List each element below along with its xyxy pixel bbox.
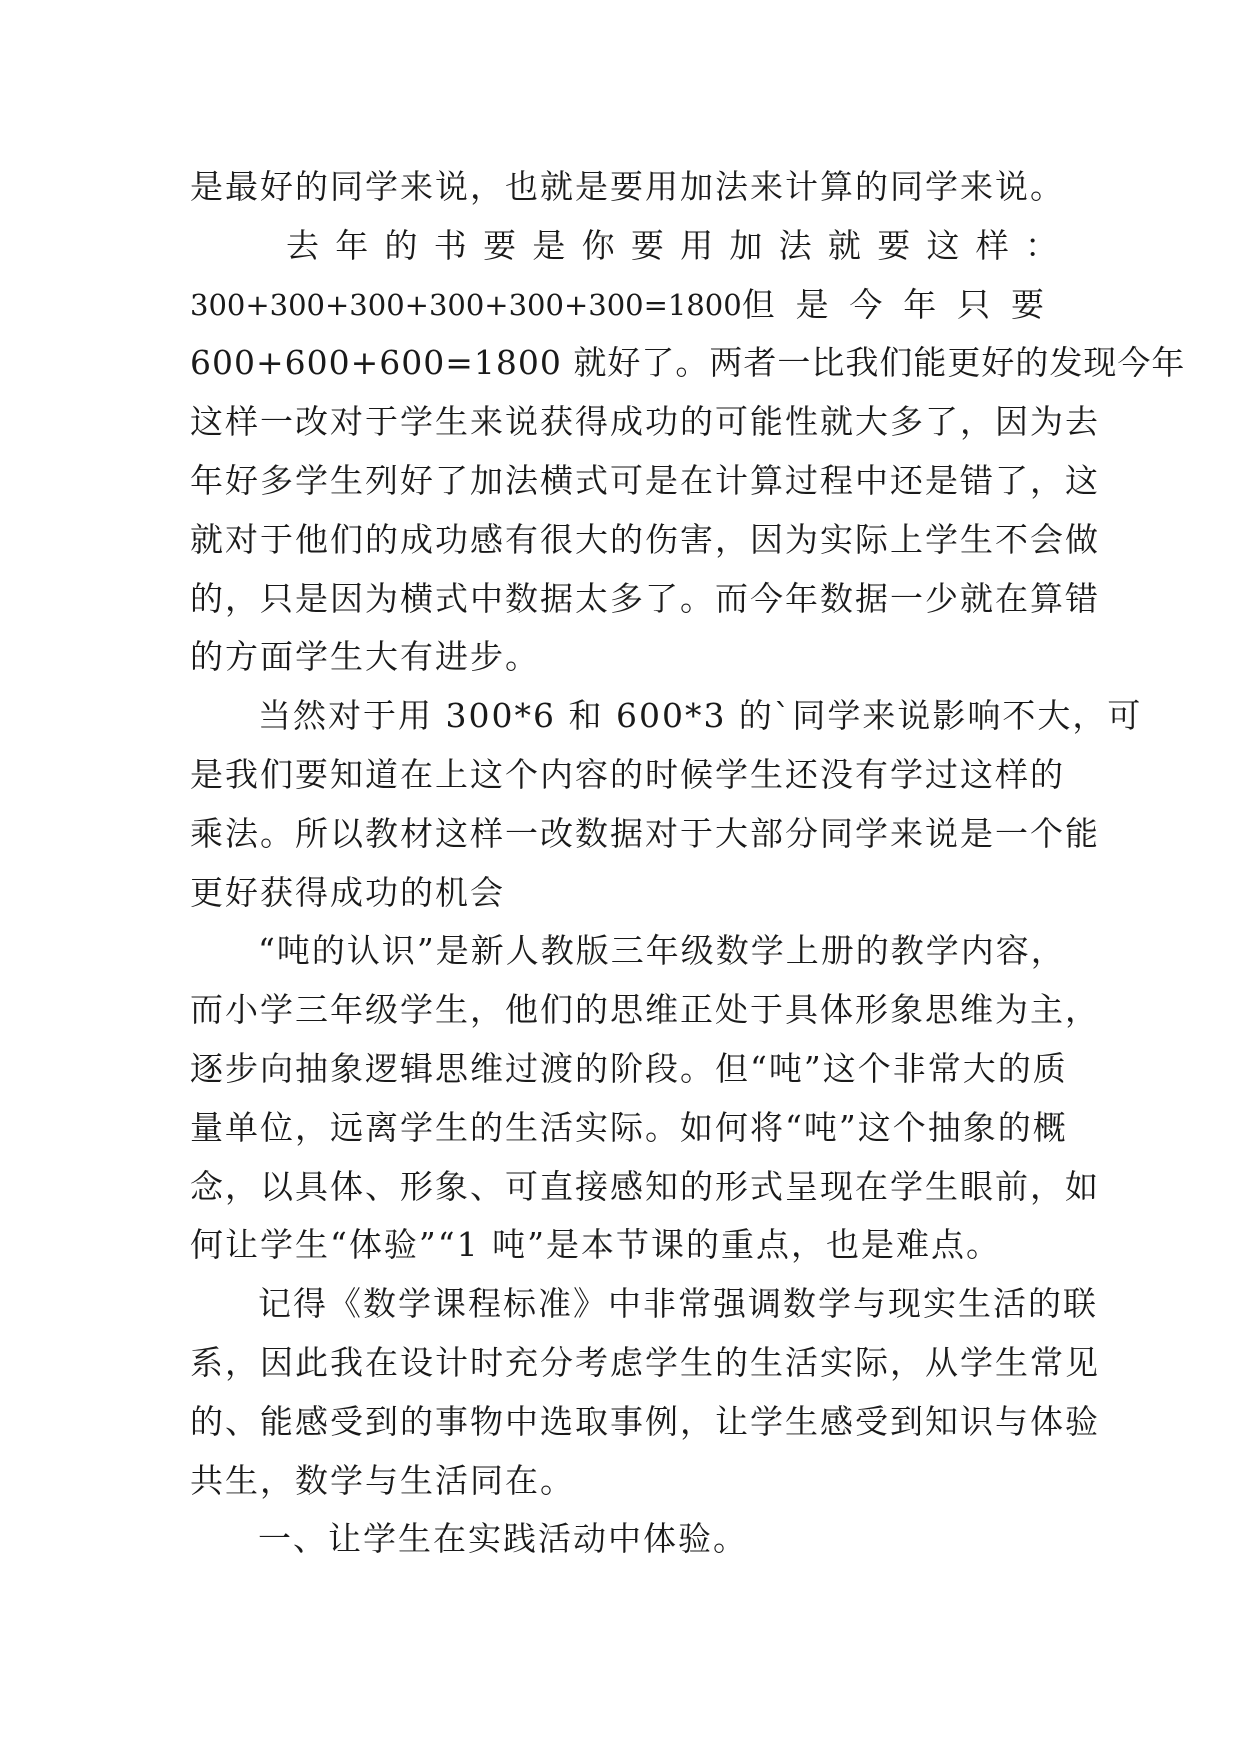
- text-char: 要: [483, 225, 517, 265]
- text-char: 就: [827, 225, 861, 265]
- text-line: 乘法。所以教材这样一改数据对于大部分同学来说是一个能: [190, 813, 1100, 853]
- text-line: 念，以具体、形象、可直接感知的形式呈现在学生眼前，如: [190, 1166, 1100, 1206]
- text-line: 600+600+600=1800 就好了。两者一比我们能更好的发现今年: [190, 343, 1186, 383]
- document-body: [190, 158, 1186, 1569]
- text-line-formula: [190, 276, 1050, 335]
- text-line: 就对于他们的成功感有很大的伤害，因为实际上学生不会做: [190, 519, 1100, 559]
- text-char: 加: [729, 225, 763, 265]
- text-char: 书: [433, 225, 467, 265]
- formula-text: 300+300+300+300+300+300=1800: [190, 287, 742, 322]
- text-line: 的方面学生大有进步。: [190, 637, 540, 677]
- text-line: 共生，数学与生活同在。: [190, 1460, 575, 1500]
- text-char: 但: [741, 284, 775, 324]
- text-line: 年好多学生列好了加法横式可是在计算过程中还是错了，这: [190, 460, 1100, 500]
- text-char: 是: [532, 225, 566, 265]
- text-line: 而小学三年级学生，他们的思维正处于具体形象思维为主，: [190, 990, 1100, 1030]
- paragraph-first-line: 记得《数学课程标准》中非常强调数学与现实生活的联: [258, 1284, 1098, 1324]
- text-char: 年: [335, 225, 369, 265]
- paragraph-first-line: “吨的认识”是新人教版三年级数学上册的教学内容，: [258, 931, 1066, 971]
- text-char: ：: [1024, 225, 1058, 265]
- text-line: 何让学生“体验”“1 吨”是本节课的重点，也是难点。: [190, 1225, 1001, 1265]
- text-line: 逐步向抽象逻辑思维过渡的阶段。但“吨”这个非常大的质: [190, 1048, 1068, 1088]
- text-char: 去: [286, 225, 319, 265]
- text-char: 样: [975, 225, 1009, 265]
- text-char: 法: [778, 225, 812, 265]
- text-line-justified-tail: [742, 276, 1044, 335]
- text-line: 这样一改对于学生来说获得成功的可能性就大多了，因为去: [190, 402, 1100, 442]
- text-char: 要: [877, 225, 911, 265]
- text-char: 要: [1010, 284, 1044, 324]
- text-line: 的、能感受到的事物中选取事例，让学生感受到知识与体验: [190, 1401, 1100, 1441]
- text-char: 要: [630, 225, 664, 265]
- text-line: 是最好的同学来说，也就是要用加法来计算的同学来说。: [190, 167, 1065, 206]
- text-char: 今: [849, 284, 883, 324]
- text-char: 只: [957, 284, 991, 324]
- text-line: 更好获得成功的机会: [190, 872, 505, 912]
- text-char: 年: [903, 284, 937, 324]
- text-line: 量单位，远离学生的生活实际。如何将“吨”这个抽象的概: [190, 1107, 1068, 1147]
- text-char: 这: [926, 225, 960, 265]
- text-line-justified: [190, 217, 1058, 276]
- text-line: 是我们要知道在上这个内容的时候学生还没有学过这样的: [190, 754, 1065, 794]
- section-heading: 一、让学生在实践活动中体验。: [258, 1519, 748, 1559]
- text-char: 用: [680, 225, 714, 265]
- text-line: 的，只是因为横式中数据太多了。而今年数据一少就在算错: [190, 578, 1100, 618]
- paragraph-first-line: 当然对于用 300*6 和 600*3 的`同学来说影响不大，可: [258, 696, 1143, 736]
- text-char: 的: [384, 225, 418, 265]
- text-char: 你: [581, 225, 615, 265]
- text-char: 是: [795, 284, 829, 324]
- text-line: 系，因此我在设计时充分考虑学生的生活实际，从学生常见: [190, 1342, 1100, 1382]
